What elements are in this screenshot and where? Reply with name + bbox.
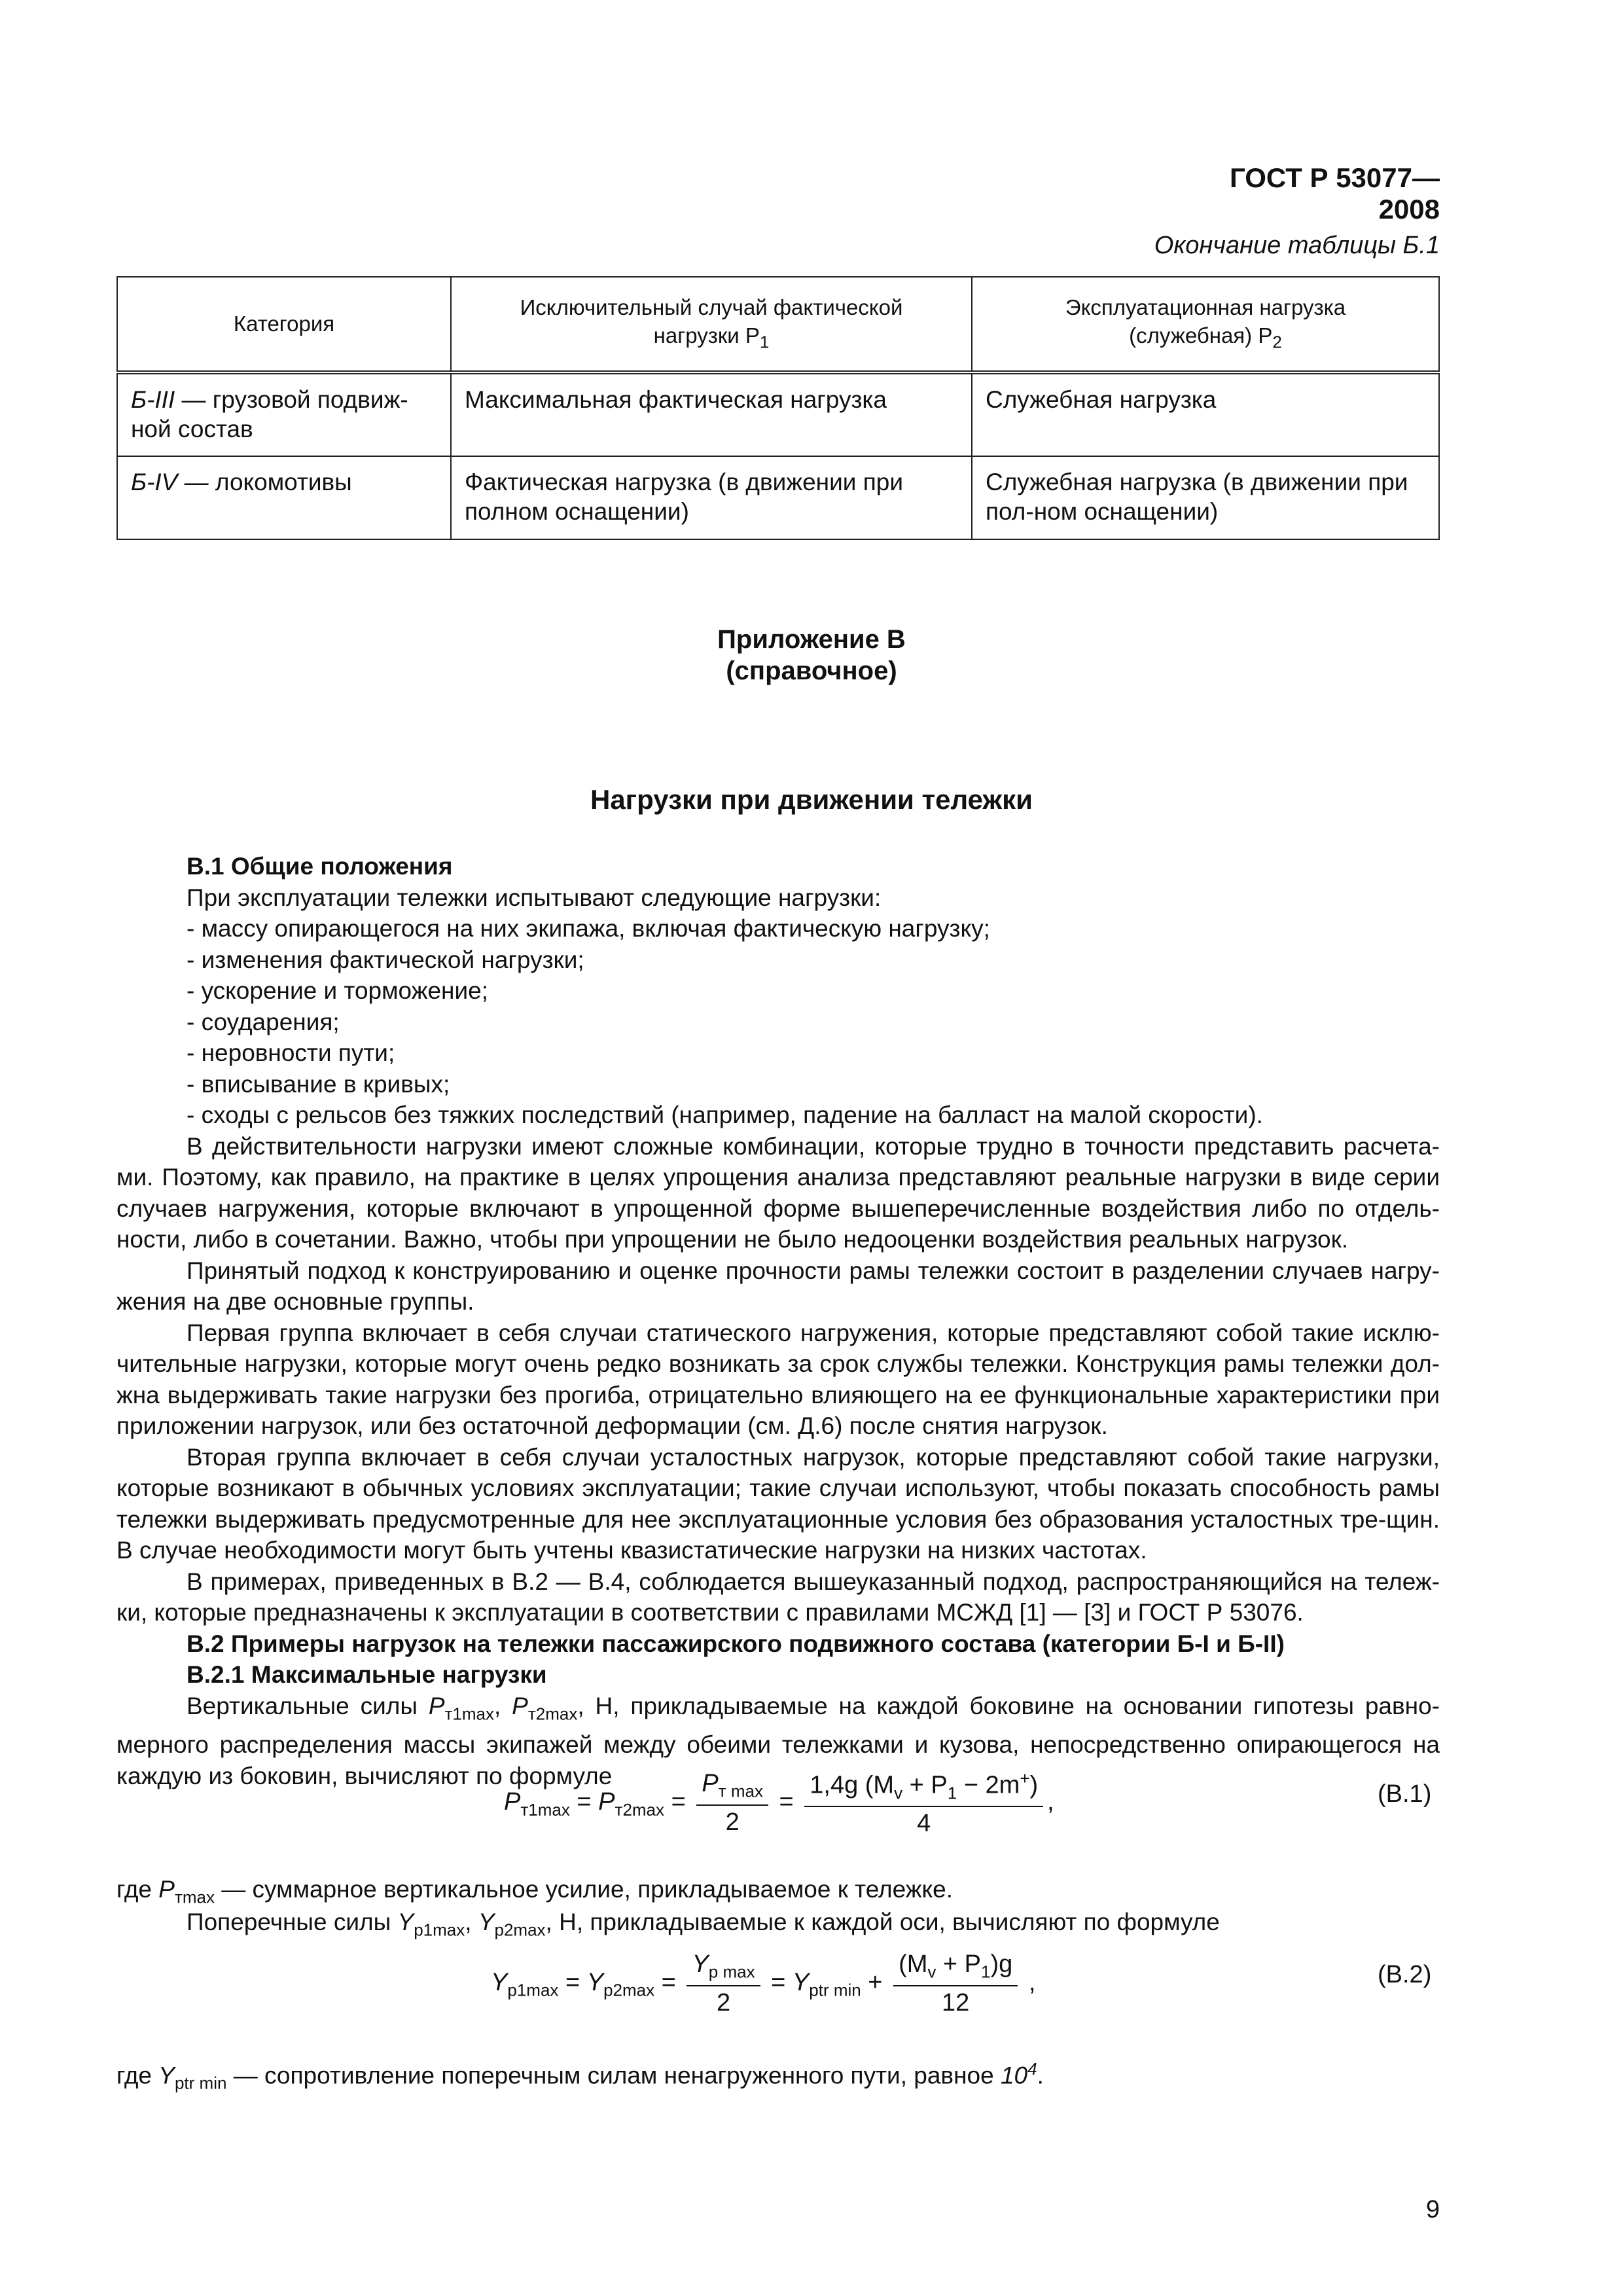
table-row: [117, 372, 1439, 456]
section-heading-b2: В.2 Примеры нагрузок на тележки пассажирского подвижного состава (категории Б-I и Б-II): [187, 1630, 1285, 1657]
annex-type: (справочное): [726, 656, 897, 685]
paragraph: Вторая группа включает в себя случаи усталостных нагрузок, которые представляют собой такие нагрузки, которые возникают в обычных условиях эксплуатации; такие случаи используют, чтобы показать способность рамы тележки выдерживать предусмотренные для нее эксплуатационные условия без образования усталостных тре-щин. В случае необходимости могут быть учтены квазистатические нагрузки на низких частотах.: [116, 1443, 1440, 1564]
intro-paragraph: При эксплуатации тележки испытывают следующие нагрузки:: [187, 884, 882, 911]
table-cell-service: Служебная нагрузка (в движении при пол-ном оснащении): [972, 456, 1439, 539]
formula-number: (В.2): [1378, 1961, 1432, 1988]
header-exceptional-load: Исключительный случай фактической нагрузки $P_1$: [451, 277, 972, 372]
table-row: [117, 456, 1439, 539]
list-item: - соударения;: [187, 1008, 340, 1035]
table-cell-category: Б-IV — локомотивы: [117, 456, 451, 539]
table-caption: Окончание таблицы Б.1: [1154, 232, 1440, 259]
formula-b2: $Y_{p1max} = Y_{p2max}$ = $\frac{Y_{p max}}{2}$ = $Y_{ptr min}$ + $\frac{(M_v + P_1)g}{12}$ ,: [491, 1950, 1036, 2017]
annex-title: Приложение В: [717, 625, 906, 654]
where-text: где $P_{тmax}$ — суммарное вертикальное усилие, прикладываемое к тележке.: [116, 1876, 954, 1907]
paragraph-vertical-forces: Вертикальные силы $P_{т1max}$, $P_{т2max}$, Н, прикладываемые на каждой боковине на основании гипотезы равно-мерного распределения массы экипажей между обеими тележками и кузова, непосредственно опирающегося на каждую из боковин, вычисляют по формуле: [116, 1692, 1440, 1789]
list-item: - неровности пути;: [187, 1039, 395, 1066]
section-heading-b1: В.1 Общие положения: [187, 853, 453, 880]
table-cell-category: Б-III — грузовой подвиж-ной состав: [117, 372, 451, 456]
document-id: ГОСТ Р 53077—2008: [1229, 162, 1440, 224]
table-cell-exceptional: Фактическая нагрузка (в движении при полном оснащении): [451, 456, 972, 539]
list-item: - вписывание в кривых;: [187, 1070, 450, 1098]
table-cell-service: Служебная нагрузка: [972, 372, 1439, 456]
subsection-heading-b21: В.2.1 Максимальные нагрузки: [187, 1661, 547, 1688]
where-text: где $Y_{ptr min}$ — сопротивление поперечным силам ненагруженного пути, равное $10^4$.: [116, 2059, 1044, 2093]
paragraph-lateral-forces: Поперечные силы $Y_{p1max}$, $Y_{p2max}$, Н, прикладываемые к каждой оси, вычисляют по формуле: [187, 1909, 1220, 1940]
fraction: $\frac{P_{т max}}{2}$: [696, 1770, 768, 1837]
fraction: $\frac{(M_v + P_1)g}{12}$: [893, 1950, 1018, 2017]
header-category: Категория: [117, 277, 451, 372]
paragraph: Первая группа включает в себя случаи статического нагружения, которые представляют собой такие исклю-чительные нагрузки, которые могут очень редко возникать за срок службы тележки. Конструкция рамы тележки дол-жна выдерживать такие нагрузки без прогиба, отрицательно влияющего на ее функциональные характеристики при приложении нагрузок, или без остаточной деформации (см. Д.6) после снятия нагрузок.: [116, 1319, 1440, 1439]
list-item: - изменения фактической нагрузки;: [187, 946, 584, 973]
formula-b1: $P_{т1max} = P_{т2max}$ = $\frac{P_{т max}}{2}$ = $\frac{1,4g (M_v + P_1 - 2m^+)}{4}$ ,: [504, 1768, 1054, 1838]
paragraph: Принятый подход к конструированию и оценке прочности рамы тележки состоит в разделении случаев нагру-жения на две основные группы.: [116, 1257, 1440, 1315]
formula-number: (В.1): [1378, 1780, 1432, 1808]
fraction: $\frac{Y_{p max}}{2}$: [687, 1950, 760, 2017]
paragraph: В действительности нагрузки имеют сложные комбинации, которые трудно в точности представить расчета-ми. Поэтому, как правило, на практике в целях упрощения анализа представляют реальные нагрузки в виде серии случаев нагружения, которые включают в упрощенной форме вышеперечисленные воздействия либо по отдель-ности, либо в сочетании. Важно, чтобы при упрощении не было недооценки воздействия реальных нагрузок.: [116, 1132, 1440, 1253]
list-item: - массу опирающегося на них экипажа, включая фактическую нагрузку;: [187, 915, 990, 942]
loads-table: [116, 276, 1440, 540]
list-item: - ускорение и торможение;: [187, 977, 489, 1004]
header-service-load: Эксплуатационная нагрузка (служебная) $P_2$: [972, 277, 1439, 372]
fraction: $\frac{1,4g (M_v + P_1 - 2m^+)}{4}$: [804, 1768, 1043, 1838]
table-header-row: [117, 277, 1439, 372]
list-item: - сходы с рельсов без тяжких последствий (например, падение на балласт на малой скорости).: [187, 1102, 1263, 1128]
paragraph: В примерах, приведенных в В.2 — В.4, соблюдается вышеуказанный подход, распространяющийся на тележ-ки, которые предназначены к эксплуатации в соответствии с правилами МСЖД [1] — [3] и ГОСТ Р 53076.: [116, 1568, 1440, 1626]
page-number: 9: [1425, 2196, 1440, 2223]
annex-heading: Нагрузки при движении тележки: [590, 784, 1033, 815]
body-text: [116, 851, 1440, 1791]
table-cell-exceptional: Максимальная фактическая нагрузка: [451, 372, 972, 456]
